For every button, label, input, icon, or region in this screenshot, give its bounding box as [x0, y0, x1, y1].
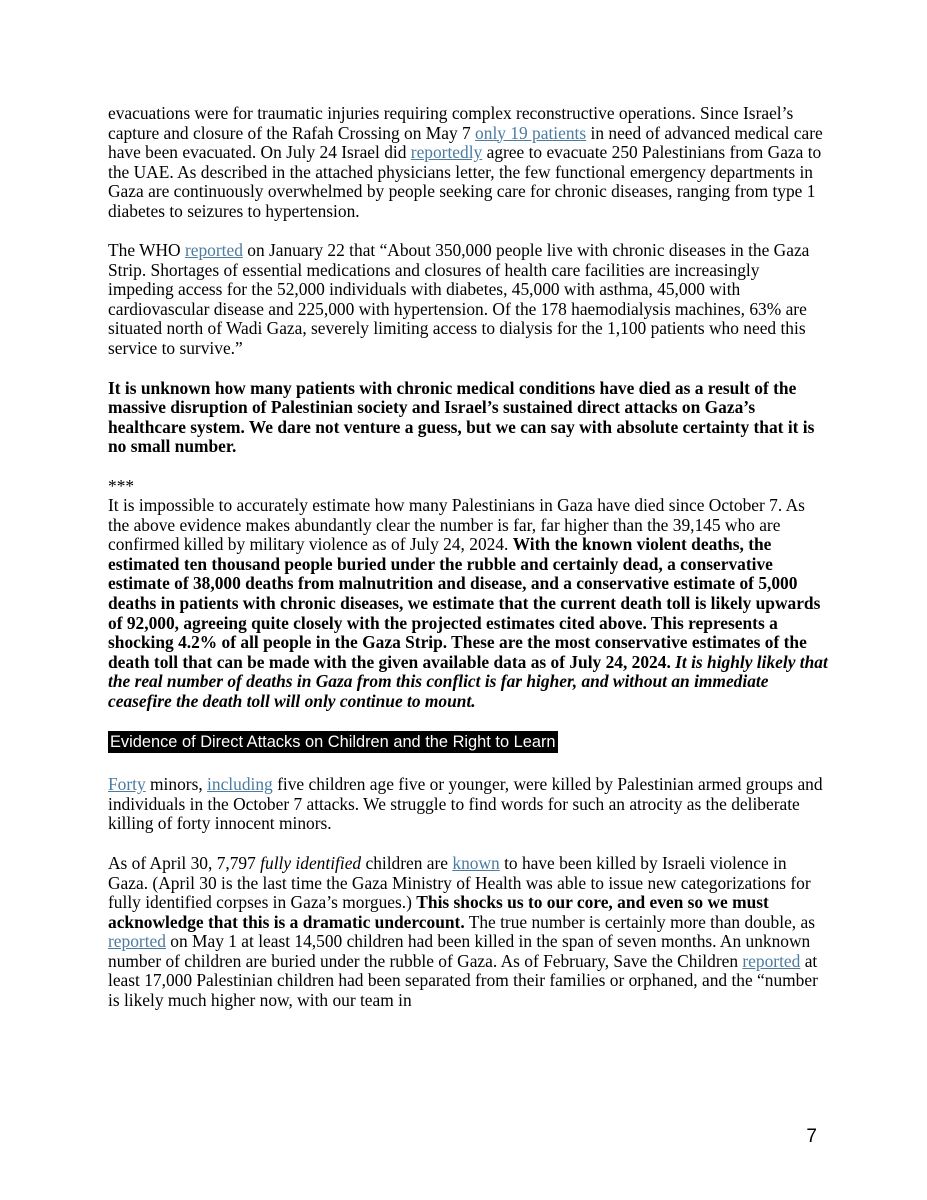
bold-text: It is unknown how many patients with chronic medical conditions have died as a result of the massive disruption of Palestinian society and Israel’s sustained direct attacks on Gaza’s healthcare system. We dare not venture a guess, but we can say with absolute certainty that it is no small number.: [108, 377, 815, 457]
text-run: agree to evacuate 250 Palestinians from Gaza to the UAE. As described in the attached physicians letter, the few functional emergency departments in Gaza are continuously overwhelmed by people seeking care for chronic diseases, ranging from type 1 diabetes to seizures to hypertension.: [108, 142, 822, 221]
link-only-19-patients[interactable]: only 19 patients: [475, 122, 587, 143]
paragraph-children-killed: [108, 854, 828, 1010]
text-run: As of April 30, 7,797: [108, 852, 261, 873]
page-number: 7: [806, 1126, 817, 1147]
paragraph-chronic-conditions: [108, 379, 828, 457]
paragraph-who-report: [108, 241, 828, 358]
text-run: in need of advanced medical care have been evacuated. On July 24 Israel did: [108, 122, 823, 163]
text-run: The true number is certainly more than double, as: [464, 911, 815, 932]
text-run: It is impossible to accurately estimate how many Palestinians in Gaza have died since October 7. As the above evidence makes abundantly clear the number is far, far higher than the 39,145 who are confirmed killed by military violence as of July 24, 2024.: [108, 495, 805, 555]
link-who-reported[interactable]: reported: [184, 240, 243, 261]
bold-text: This shocks us to our core, and even so we must acknowledge that this is a dramatic undercount.: [108, 892, 769, 932]
paragraph-evacuations: [108, 104, 828, 221]
paragraph-october-7-minors: [108, 775, 828, 834]
italic-text: fully identified: [260, 852, 362, 873]
document-body: [108, 104, 828, 1030]
text-run: to have been killed by Israeli violence in Gaza. (April 30 is the last time the Gaza Ministry of Health was able to issue new categorizations for fully identified corpses in Gaza’s morgues.): [108, 852, 811, 913]
bold-italic-text: It is highly likely that the real number of deaths in Gaza from this conflict is far higher, and without an immediate ceasefire the death toll will only continue to mount.: [108, 651, 828, 711]
link-forty[interactable]: Forty: [108, 774, 146, 795]
text-run: on May 1 at least 14,500 children had been killed in the span of seven months. An unknown number of children are buried under the rubble of Gaza. As of February, Save the Children: [108, 931, 811, 971]
section-heading: Evidence of Direct Attacks on Children and the Right to Learn: [110, 733, 556, 752]
text-run: five children age five or younger, were killed by Palestinian armed groups and individuals in the October 7 attacks. We struggle to find words for such an atrocity as the deliberate killing of forty innocent minors.: [108, 774, 823, 834]
text-run: minors,: [145, 774, 208, 795]
bold-text: With the known violent deaths, the estimated ten thousand people buried under the rubble and certainly dead, a conservative estimate of 38,000 deaths from malnutrition and disease, and a conservative estimate of 5,000 deaths in patients with chronic diseases, we estimate that the current death toll is likely upwards of 92,000, agreeing quite closely with the projected estimates cited above. This represents a shocking 4.2% of all people in the Gaza Strip. These are the most conservative estimates of the death toll that can be made with the given available data as of July 24, 2024.: [108, 534, 821, 672]
link-including[interactable]: including: [207, 774, 273, 795]
text-run: evacuations were for traumatic injuries requiring complex reconstructive operations. Since Israel’s capture and closure of the Rafah Crossing on May 7: [108, 103, 794, 143]
link-reportedly[interactable]: reportedly: [410, 142, 483, 163]
text-run: at least 17,000 Palestinian children had been separated from their families or orphaned, and the “number is likely much higher now, with our team in: [108, 950, 818, 1010]
text-run: children are: [361, 852, 453, 873]
text-run: on January 22 that “About 350,000 people live with chronic diseases in the Gaza Strip. Shortages of essential medications and closures of health care facilities are increasingly impeding access for the 52,000 individuals with diabetes, 45,000 with asthma, 45,000 with cardiovascular disease and 225,000 with hypertension. Of the 178 haemodialysis machines, 63% are situated north of Wadi Gaza, severely limiting access to dialysis for the 1,100 patients who need this service to survive.”: [108, 240, 810, 359]
separator-asterisks: ***: [108, 475, 135, 496]
link-save-the-children-reported[interactable]: reported: [742, 950, 801, 971]
paragraph-death-toll-estimate: [108, 496, 828, 711]
text-run: The WHO: [108, 240, 185, 261]
link-reported-may-1[interactable]: reported: [108, 931, 166, 952]
link-known[interactable]: known: [452, 852, 500, 873]
